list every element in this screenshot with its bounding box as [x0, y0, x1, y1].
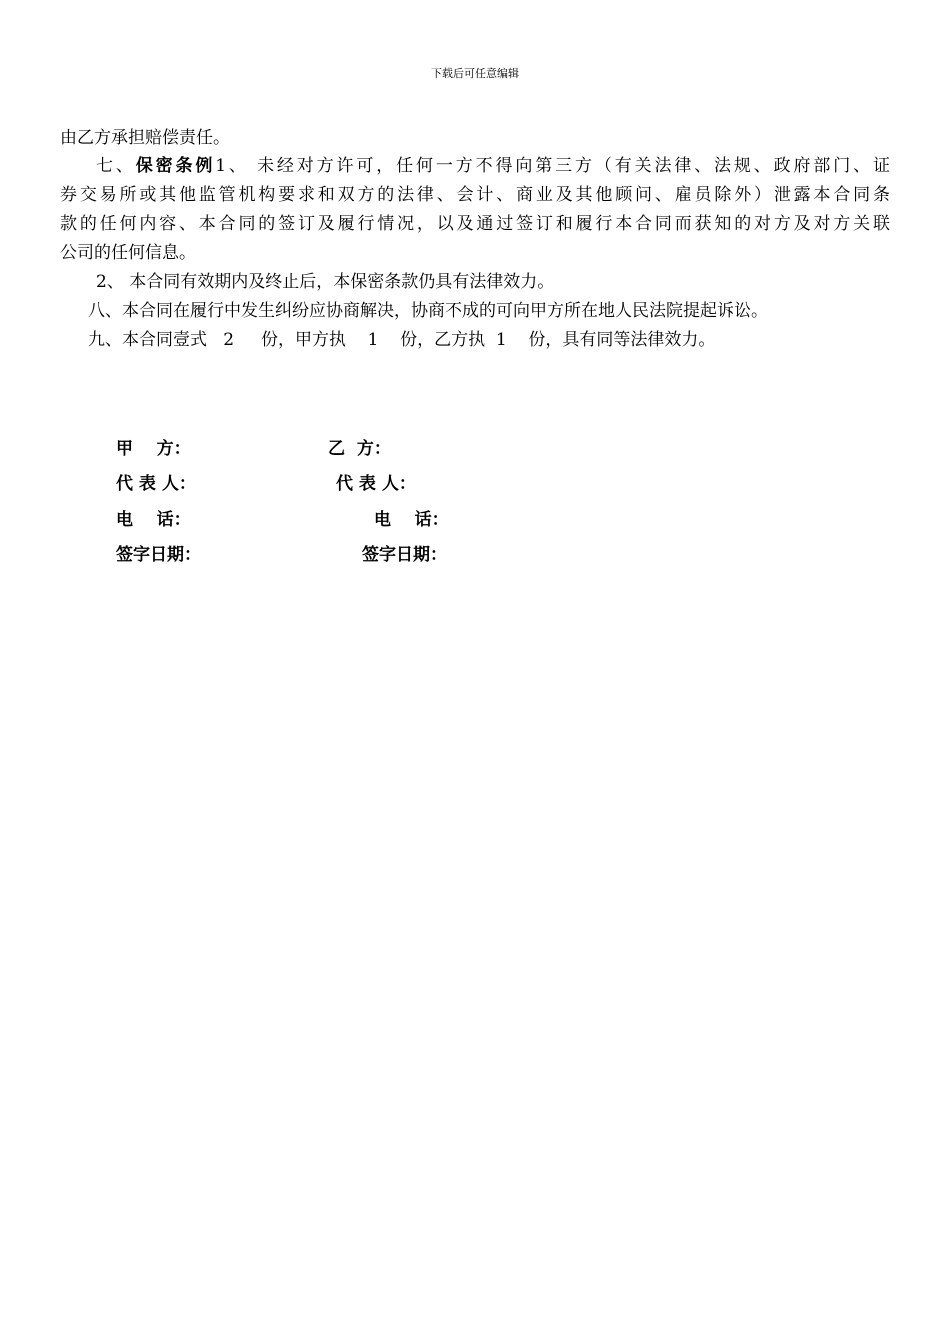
- date-a-label: 签字日期：: [116, 545, 201, 565]
- party-a-label: 甲 方：: [116, 439, 191, 459]
- clause-7-line-b: 券交易所或其他监管机构要求和双方的法律、会计、商业及其他顾问、雇员除外）泄露本合同条: [60, 185, 890, 205]
- paragraph-line-1: 由乙方承担赔偿责任。: [60, 128, 230, 148]
- rep-b-label: 代 表 人：: [336, 474, 416, 494]
- clause-7-line-d: 公司的任何信息。: [60, 243, 196, 263]
- date-b-label: 签字日期：: [362, 545, 447, 565]
- clause-7-item-2: 2、 本合同有效期内及终止后，本保密条款仍具有法律效力。: [96, 272, 555, 292]
- clause-7-prefix: 七、: [96, 156, 136, 176]
- clause-7-line-a: [96, 154, 890, 178]
- phone-b-label: 电 话：: [374, 510, 449, 530]
- clause-8: 八、本合同在履行中发生纠纷应协商解决，协商不成的可向甲方所在地人民法院提起诉讼。: [88, 301, 768, 321]
- party-b-label: 乙 方：: [328, 439, 391, 459]
- clause-9: 九、本合同壹式 2 份，甲方执 1 份，乙方执 1 份，具有同等法律效力。: [88, 330, 716, 350]
- phone-a-label: 电 话：: [116, 510, 191, 530]
- clause-7-text-a: 1、 未经对方许可，任何一方不得向第三方（有关法律、法规、政府部门、证: [215, 156, 891, 176]
- clause-7-title: 保密条例: [135, 156, 216, 176]
- rep-a-label: 代 表 人：: [116, 474, 196, 494]
- clause-7-line-c: 款的任何内容、本合同的签订及履行情况，以及通过签订和履行本合同而获知的对方及对方关联: [60, 214, 890, 234]
- header-note: 下载后可任意编辑: [431, 67, 519, 80]
